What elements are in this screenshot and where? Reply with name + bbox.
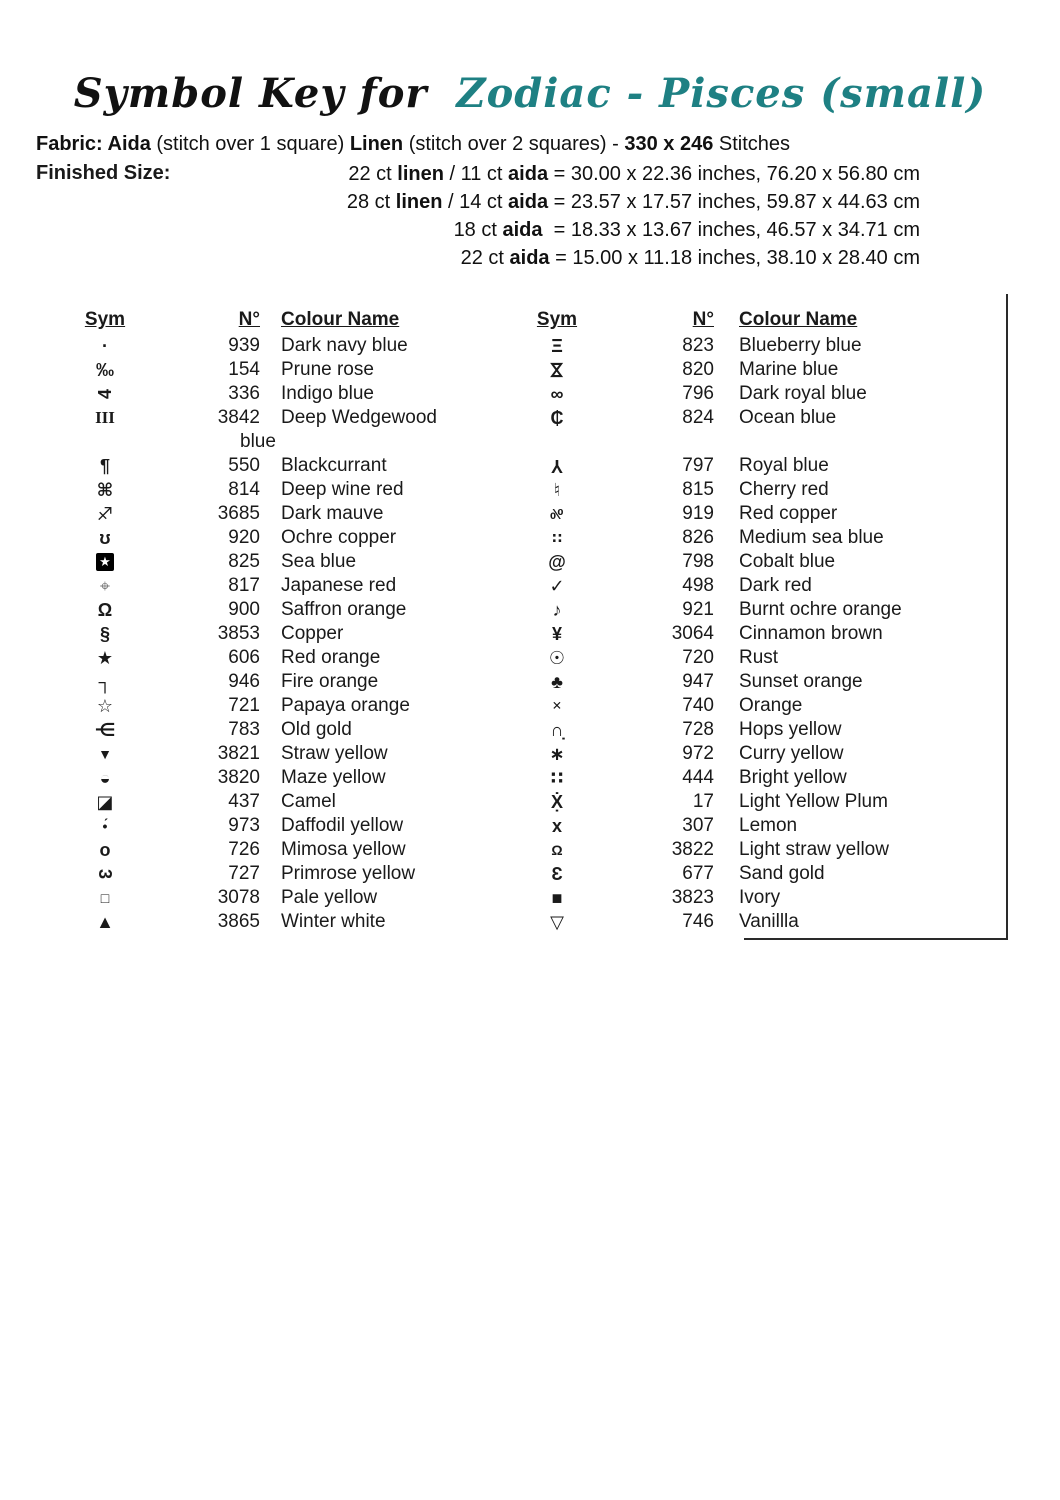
symbol-cell <box>65 910 145 934</box>
stitch-symbol-icon: × <box>552 696 562 715</box>
number-cell: 17 <box>692 791 714 812</box>
number-cell: 939 <box>228 335 260 356</box>
name-cell: Winter white <box>281 911 386 932</box>
stitch-symbol-icon: ∗ <box>549 744 565 764</box>
fabric-info-line <box>36 133 1060 156</box>
symbol-cell <box>520 454 594 478</box>
stitch-symbol-icon: ¥ <box>551 624 562 644</box>
table-row <box>0 382 1060 406</box>
name-cell: Hops yellow <box>739 719 842 740</box>
symbol-cell <box>65 574 145 598</box>
stitch-symbol-icon: ♣ <box>551 672 563 692</box>
stitch-symbol-icon: ♮ <box>553 480 561 500</box>
stitch-symbol-icon: Ẋ̣ <box>550 792 563 812</box>
table-row <box>0 742 1060 766</box>
symbol-cell <box>65 886 145 910</box>
number-cell: 154 <box>228 359 260 380</box>
header-name-right: Colour Name <box>739 309 858 330</box>
name-cell: Cinnamon brown <box>739 623 883 644</box>
stitch-symbol-icon: ¶ <box>99 456 110 476</box>
table-row <box>0 718 1060 742</box>
stitch-symbol-icon: ◪ <box>96 792 114 812</box>
name-cell: Burnt ochre orange <box>739 599 902 620</box>
finished-size-line <box>36 244 920 272</box>
name-cell: Marine blue <box>739 359 839 380</box>
text-segment: aida <box>508 191 549 213</box>
stitch-symbol-icon: ∩̣ <box>550 720 564 740</box>
finished-size-label: Finished Size: <box>36 162 171 184</box>
table-row <box>0 526 1060 550</box>
symbol-cell <box>65 814 145 838</box>
number-cell: 823 <box>682 335 714 356</box>
stitch-symbol-icon: Ω <box>551 842 563 858</box>
name-cell: Copper <box>281 623 344 644</box>
finished-size-block <box>0 160 1060 272</box>
name-cell: Sand gold <box>739 863 825 884</box>
name-cell: Maze yellow <box>281 767 386 788</box>
symbol-cell <box>520 574 594 598</box>
number-cell: 947 <box>682 671 714 692</box>
stitch-symbol-icon: ✓ <box>549 576 565 596</box>
stitch-symbol-icon: Y <box>550 456 563 476</box>
name-cell: Ochre copper <box>281 527 397 548</box>
number-cell: 3823 <box>671 887 714 908</box>
number-cell: 972 <box>682 743 714 764</box>
name-cell: Indigo blue <box>281 383 374 404</box>
table-row <box>0 598 1060 622</box>
name-cell: Deep wine red <box>281 479 404 500</box>
key-box-right-border <box>1006 294 1008 940</box>
symbol-cell <box>520 670 594 694</box>
number-cell: 3853 <box>217 623 260 644</box>
name-cell: Pale yellow <box>281 887 378 908</box>
text-segment: = 23.57 x 17.57 inches, 59.87 x 44.63 cm <box>548 191 920 213</box>
table-row <box>0 334 1060 358</box>
number-cell: 720 <box>682 647 714 668</box>
symbol-cell <box>520 790 594 814</box>
symbol-cell <box>65 478 145 502</box>
stitch-symbol-icon: III <box>95 408 115 427</box>
number-cell: 606 <box>228 647 260 668</box>
number-cell: 3064 <box>671 623 714 644</box>
number-cell: 444 <box>682 767 714 788</box>
table-row <box>0 502 1060 526</box>
table-row <box>0 790 1060 814</box>
title-pattern-name: Zodiac - Pisces (small) <box>456 70 987 117</box>
stitch-symbol-icon: % <box>550 506 564 523</box>
symbol-cell <box>520 766 594 790</box>
stitch-symbol-icon: ◒ <box>99 768 111 788</box>
number-cell: 814 <box>228 479 260 500</box>
stitch-symbol-icon: ♐ <box>96 504 114 524</box>
number-cell: 3865 <box>217 911 260 932</box>
page-title <box>0 70 1060 117</box>
text-segment: 22 ct <box>348 163 398 185</box>
symbol-cell <box>65 406 145 430</box>
stitch-symbol-icon: 3 <box>94 868 115 880</box>
name-cell <box>694 430 940 454</box>
name-cell: Dark royal blue <box>739 383 867 404</box>
name-cell: Curry yellow <box>739 743 844 764</box>
symbol-cell <box>520 382 594 406</box>
table-header-row <box>0 308 1060 332</box>
name-cell: Sunset orange <box>739 671 863 692</box>
table-row <box>0 886 1060 910</box>
symbol-cell <box>520 478 594 502</box>
text-segment: aida <box>502 219 543 241</box>
stitch-symbol-icon: ∷ <box>550 768 564 788</box>
table-row <box>0 574 1060 598</box>
symbol-cell <box>65 502 145 526</box>
number-cell: 946 <box>228 671 260 692</box>
number-cell: 798 <box>682 551 714 572</box>
number-cell: 727 <box>228 863 260 884</box>
number-cell: 796 <box>682 383 714 404</box>
symbol-cell <box>65 790 145 814</box>
symbol-cell <box>520 862 594 886</box>
symbol-cell <box>520 742 594 766</box>
finished-size-line <box>36 188 920 216</box>
number-cell: 920 <box>228 527 260 548</box>
header-sym-right: Sym <box>536 309 578 330</box>
symbol-cell <box>520 886 594 910</box>
stitch-symbol-icon: Ξ <box>551 336 563 356</box>
name-cell: Medium sea blue <box>739 527 884 548</box>
name-cell: Dark mauve <box>281 503 384 524</box>
stitch-symbol-icon: ☆ <box>96 696 114 716</box>
stitch-symbol-icon: ⌘ <box>96 480 114 500</box>
symbol-cell <box>65 622 145 646</box>
number-cell: 721 <box>228 695 260 716</box>
name-cell: Primrose yellow <box>281 863 416 884</box>
name-cell: Blackcurrant <box>281 455 387 476</box>
text-segment: aida <box>509 247 550 269</box>
text-segment: = 18.33 x 13.67 inches, 46.57 x 34.71 cm <box>542 219 920 241</box>
text-segment: Linen <box>349 133 404 155</box>
name-cell: Red copper <box>739 503 838 524</box>
header-num-left: N° <box>238 309 260 330</box>
table-body <box>0 334 1060 934</box>
symbol-cell <box>65 550 145 574</box>
name-cell: Mimosa yellow <box>281 839 406 860</box>
name-cell: Rust <box>739 647 779 668</box>
table-row <box>0 550 1060 574</box>
number-cell: 797 <box>682 455 714 476</box>
name-cell: Orange <box>739 695 803 716</box>
symbol-cell <box>500 430 574 454</box>
symbol-cell <box>520 334 594 358</box>
symbol-cell <box>65 526 145 550</box>
number-cell: 3822 <box>671 839 714 860</box>
stitch-symbol-icon: ₵ <box>550 408 564 428</box>
name-cell: Blueberry blue <box>739 335 862 356</box>
text-segment: Fabric: <box>36 133 108 155</box>
header-sym-left: Sym <box>84 309 126 330</box>
number-cell: 919 <box>682 503 714 524</box>
name-cell: Ivory <box>739 887 781 908</box>
stitch-symbol-icon: ┐ <box>98 672 112 692</box>
stitch-symbol-icon: ∞ <box>550 384 564 404</box>
table-row <box>0 478 1060 502</box>
text-segment: / 11 ct <box>443 163 509 185</box>
symbol-cell <box>65 382 145 406</box>
stitch-symbol-icon: ‰ <box>96 360 114 380</box>
stitch-symbol-icon: · <box>102 336 108 356</box>
symbol-cell <box>520 910 594 934</box>
name-cell: Papaya orange <box>281 695 410 716</box>
number-cell: 783 <box>228 719 260 740</box>
stitch-symbol-icon: ♪ <box>552 600 562 620</box>
number-cell: 3078 <box>217 887 260 908</box>
name-cell: Old gold <box>281 719 352 740</box>
number-cell: 820 <box>682 359 714 380</box>
name-cell: Camel <box>281 791 336 812</box>
text-segment: Stitches <box>713 133 791 155</box>
name-cell: Deep Wedgewood <box>281 407 437 428</box>
symbol-cell <box>65 598 145 622</box>
text-segment: (stitch over 2 squares) - <box>403 133 625 155</box>
text-segment: 22 ct <box>460 247 510 269</box>
number-cell: 824 <box>682 407 714 428</box>
number-cell: 677 <box>682 863 714 884</box>
table-row <box>0 406 1060 430</box>
stitch-symbol-icon: o <box>99 840 111 860</box>
symbol-cell <box>520 622 594 646</box>
text-segment: linen <box>395 191 443 213</box>
stitch-symbol-icon: Ɛ <box>551 864 563 884</box>
number-cell: 900 <box>228 599 260 620</box>
symbol-cell <box>520 598 594 622</box>
stitch-symbol-icon: 4 <box>94 388 115 400</box>
text-segment: aida <box>508 163 549 185</box>
number-cell: 307 <box>682 815 714 836</box>
number-cell: 3842 <box>217 407 260 428</box>
stitch-symbol-icon: ⋈ <box>547 361 567 379</box>
name-cell: Ocean blue <box>739 407 837 428</box>
stitch-symbol-icon: ▲ <box>96 912 114 932</box>
number-cell: 3820 <box>217 767 260 788</box>
name-cell: Straw yellow <box>281 743 388 764</box>
name-cell: Light Yellow Plum <box>739 791 888 812</box>
number-cell: 3821 <box>217 743 260 764</box>
name-cell: Daffodil yellow <box>281 815 404 836</box>
header-num-right: N° <box>692 309 714 330</box>
stitch-symbol-icon: Ω <box>97 600 113 620</box>
table-row <box>0 694 1060 718</box>
number-cell: 728 <box>682 719 714 740</box>
symbol-cell <box>65 358 145 382</box>
name-cell: Dark red <box>739 575 812 596</box>
text-segment: = 30.00 x 22.36 inches, 76.20 x 56.80 cm <box>548 163 920 185</box>
text-segment: 330 x 246 <box>624 133 714 155</box>
key-box-bottom-border <box>744 938 1008 940</box>
symbol-cell <box>520 550 594 574</box>
table-row <box>0 910 1060 934</box>
number-cell: 921 <box>682 599 714 620</box>
header-name-left: Colour Name <box>281 309 400 330</box>
stitch-symbol-icon: ■ <box>551 888 563 908</box>
symbol-cell <box>65 430 145 454</box>
number-cell: 740 <box>682 695 714 716</box>
number-cell: 826 <box>682 527 714 548</box>
stitch-symbol-icon: ∷ <box>552 530 562 546</box>
symbol-cell <box>520 646 594 670</box>
text-segment: 18 ct <box>453 219 503 241</box>
text-segment: = 15.00 x 11.18 inches, 38.10 x 28.40 cm <box>549 247 920 269</box>
number-cell: 817 <box>228 575 260 596</box>
number-cell: 437 <box>228 791 260 812</box>
text-segment: linen <box>397 163 444 185</box>
symbol-cell <box>520 358 594 382</box>
name-cell: Sea blue <box>281 551 357 572</box>
symbol-cell <box>520 838 594 862</box>
table-row <box>0 430 1060 454</box>
text-segment: (stitch over 1 square) <box>150 133 350 155</box>
number-cell: 336 <box>228 383 260 404</box>
name-cell: Royal blue <box>739 455 829 476</box>
symbol-cell <box>520 406 594 430</box>
name-cell: blue <box>240 431 276 452</box>
stitch-symbol-icon: @ <box>548 552 566 572</box>
symbol-cell <box>65 742 145 766</box>
name-cell: Light straw yellow <box>739 839 889 860</box>
text-segment: Aida <box>107 133 151 155</box>
number-cell: 825 <box>228 551 260 572</box>
name-cell: Bright yellow <box>739 767 847 788</box>
number-cell: 726 <box>228 839 260 860</box>
symbol-cell <box>520 502 594 526</box>
stitch-symbol-icon: ★ <box>96 553 114 571</box>
table-row <box>0 670 1060 694</box>
name-cell: Japanese red <box>281 575 397 596</box>
number-cell: 973 <box>228 815 260 836</box>
stitch-symbol-icon: ▽ <box>550 912 564 932</box>
name-cell: Lemon <box>739 815 798 836</box>
symbol-cell <box>65 838 145 862</box>
stitch-symbol-icon: •́ <box>102 818 108 834</box>
symbol-cell <box>65 670 145 694</box>
table-row <box>0 646 1060 670</box>
number-cell <box>574 430 694 454</box>
name-cell: Cobalt blue <box>739 551 836 572</box>
symbol-cell <box>520 718 594 742</box>
number-cell: 815 <box>682 479 714 500</box>
name-cell: Saffron orange <box>281 599 407 620</box>
symbol-cell <box>65 862 145 886</box>
stitch-symbol-icon: ★ <box>96 648 114 668</box>
title-prefix: Symbol Key for <box>73 70 428 117</box>
name-cell: Fire orange <box>281 671 379 692</box>
name-cell: Vanillla <box>739 911 799 932</box>
name-cell: Dark navy blue <box>281 335 408 356</box>
stitch-symbol-icon: ☉ <box>548 648 566 668</box>
stitch-symbol-icon: § <box>99 624 110 644</box>
stitch-symbol-icon: ʊ <box>99 528 111 548</box>
name-cell: Prune rose <box>281 359 374 380</box>
table-row <box>0 766 1060 790</box>
number-cell: 498 <box>682 575 714 596</box>
text-segment: / 14 ct <box>442 191 509 213</box>
symbol-cell <box>520 526 594 550</box>
number-cell: 746 <box>682 911 714 932</box>
number-cell: 550 <box>228 455 260 476</box>
name-cell: Cherry red <box>739 479 829 500</box>
table-row <box>0 454 1060 478</box>
symbol-cell <box>65 646 145 670</box>
symbol-key-table <box>0 308 1060 934</box>
symbol-cell <box>520 814 594 838</box>
table-row <box>0 814 1060 838</box>
table-row <box>0 358 1060 382</box>
finished-size-line <box>36 216 920 244</box>
symbol-cell <box>65 334 145 358</box>
table-row <box>0 838 1060 862</box>
symbol-cell <box>65 766 145 790</box>
stitch-symbol-icon: □ <box>100 890 110 906</box>
stitch-symbol-icon: ▼ <box>98 746 112 762</box>
symbol-cell <box>520 694 594 718</box>
stitch-symbol-icon: ⋲ <box>94 720 116 740</box>
symbol-cell <box>65 718 145 742</box>
stitch-symbol-icon: x <box>551 816 562 836</box>
number-cell: 3685 <box>217 503 260 524</box>
table-row <box>0 622 1060 646</box>
text-segment: 28 ct <box>346 191 396 213</box>
symbol-cell <box>65 454 145 478</box>
stitch-symbol-icon: ⌖ <box>99 576 111 596</box>
name-cell: Red orange <box>281 647 381 668</box>
symbol-cell <box>65 694 145 718</box>
table-row <box>0 862 1060 886</box>
